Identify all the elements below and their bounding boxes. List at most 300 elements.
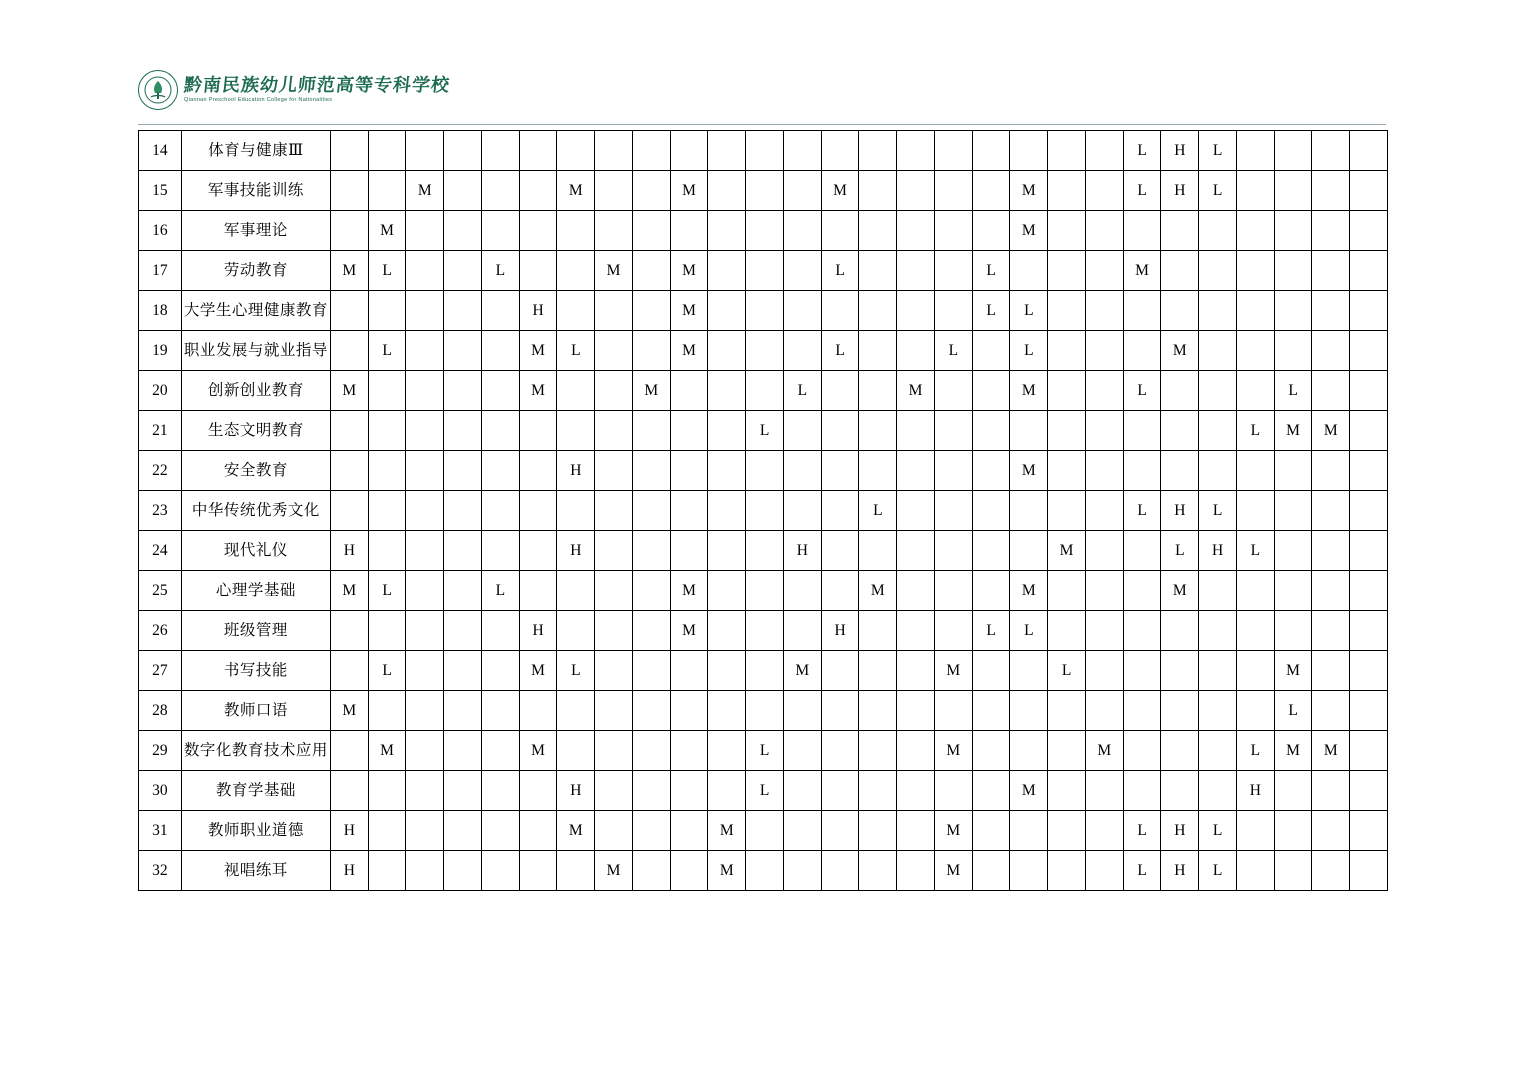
matrix-cell [1048, 811, 1086, 851]
matrix-cell [1312, 611, 1350, 651]
matrix-cell [519, 491, 557, 531]
matrix-cell [368, 451, 406, 491]
matrix-cell: M [821, 171, 859, 211]
matrix-cell [783, 691, 821, 731]
matrix-cell [859, 131, 897, 171]
matrix-cell [1274, 131, 1312, 171]
matrix-cell [406, 131, 444, 171]
matrix-cell: M [557, 811, 595, 851]
matrix-cell [481, 611, 519, 651]
matrix-cell [708, 771, 746, 811]
matrix-cell [821, 491, 859, 531]
matrix-cell: L [1123, 131, 1161, 171]
course-name: 安全教育 [181, 451, 330, 491]
matrix-cell [444, 731, 482, 771]
matrix-cell [859, 691, 897, 731]
matrix-cell: L [1161, 531, 1199, 571]
matrix-cell [746, 571, 784, 611]
matrix-cell [330, 131, 368, 171]
matrix-cell [1010, 651, 1048, 691]
matrix-cell [783, 331, 821, 371]
matrix-cell [1085, 171, 1123, 211]
matrix-cell [1010, 491, 1048, 531]
row-index: 15 [139, 171, 182, 211]
matrix-cell [330, 331, 368, 371]
matrix-cell [821, 211, 859, 251]
matrix-cell: M [1010, 451, 1048, 491]
matrix-cell [1048, 611, 1086, 651]
matrix-cell [708, 251, 746, 291]
matrix-cell [481, 851, 519, 891]
matrix-cell: L [368, 251, 406, 291]
matrix-cell [1350, 731, 1388, 771]
matrix-cell [595, 211, 633, 251]
matrix-cell [708, 451, 746, 491]
matrix-cell [1085, 531, 1123, 571]
matrix-cell [368, 531, 406, 571]
matrix-cell: M [1161, 571, 1199, 611]
matrix-cell [557, 851, 595, 891]
matrix-cell [1312, 491, 1350, 531]
matrix-cell [1161, 691, 1199, 731]
matrix-cell: M [934, 851, 972, 891]
matrix-cell [1236, 331, 1274, 371]
matrix-cell [783, 411, 821, 451]
matrix-cell: M [670, 171, 708, 211]
matrix-cell [670, 411, 708, 451]
matrix-cell [783, 451, 821, 491]
matrix-cell: M [595, 851, 633, 891]
matrix-cell [1274, 291, 1312, 331]
matrix-cell: L [859, 491, 897, 531]
matrix-cell [519, 171, 557, 211]
table-row [139, 531, 1388, 571]
matrix-cell [859, 851, 897, 891]
matrix-cell: M [1048, 531, 1086, 571]
matrix-cell [632, 531, 670, 571]
matrix-cell [481, 691, 519, 731]
matrix-cell [821, 691, 859, 731]
matrix-cell [670, 371, 708, 411]
matrix-cell [1048, 371, 1086, 411]
matrix-cell: M [897, 371, 935, 411]
row-index: 19 [139, 331, 182, 371]
matrix-cell: L [1199, 811, 1237, 851]
matrix-cell [481, 371, 519, 411]
matrix-cell: M [934, 811, 972, 851]
matrix-cell [557, 131, 595, 171]
matrix-cell: L [368, 331, 406, 371]
table-row [139, 211, 1388, 251]
matrix-cell [595, 731, 633, 771]
matrix-cell [934, 131, 972, 171]
row-index: 31 [139, 811, 182, 851]
matrix-cell [783, 251, 821, 291]
matrix-cell [330, 171, 368, 211]
matrix-cell [1123, 411, 1161, 451]
matrix-cell [330, 411, 368, 451]
matrix-cell: L [972, 251, 1010, 291]
matrix-cell [972, 731, 1010, 771]
course-name: 班级管理 [181, 611, 330, 651]
course-name: 数字化教育技术应用 [181, 731, 330, 771]
table-row [139, 411, 1388, 451]
matrix-cell [1199, 371, 1237, 411]
matrix-cell [444, 771, 482, 811]
matrix-cell [632, 611, 670, 651]
matrix-cell: M [368, 731, 406, 771]
matrix-cell [708, 491, 746, 531]
matrix-cell [1312, 691, 1350, 731]
matrix-cell: M [632, 371, 670, 411]
matrix-cell [859, 771, 897, 811]
row-index: 23 [139, 491, 182, 531]
matrix-cell [1312, 811, 1350, 851]
matrix-cell [595, 331, 633, 371]
row-index: 28 [139, 691, 182, 731]
matrix-cell [1199, 331, 1237, 371]
matrix-cell: L [481, 251, 519, 291]
matrix-cell: L [934, 331, 972, 371]
matrix-cell: H [557, 531, 595, 571]
school-name-cn: 黔南民族幼儿师范高等专科学校 [182, 75, 452, 96]
matrix-cell: L [746, 411, 784, 451]
matrix-cell [595, 651, 633, 691]
matrix-cell [746, 211, 784, 251]
matrix-cell [1199, 731, 1237, 771]
matrix-cell [670, 771, 708, 811]
matrix-cell: M [1010, 211, 1048, 251]
matrix-cell: L [1199, 131, 1237, 171]
matrix-cell [406, 651, 444, 691]
matrix-cell: L [368, 651, 406, 691]
matrix-cell [595, 451, 633, 491]
matrix-cell [670, 691, 708, 731]
matrix-cell: L [1236, 731, 1274, 771]
table-row [139, 251, 1388, 291]
matrix-cell [519, 691, 557, 731]
matrix-body [139, 131, 1388, 891]
matrix-cell: M [519, 731, 557, 771]
matrix-cell [481, 131, 519, 171]
matrix-cell [972, 411, 1010, 451]
matrix-cell [1161, 251, 1199, 291]
matrix-cell [481, 491, 519, 531]
matrix-cell [670, 851, 708, 891]
row-index: 17 [139, 251, 182, 291]
matrix-cell: M [934, 651, 972, 691]
matrix-cell [1312, 291, 1350, 331]
matrix-cell: L [821, 251, 859, 291]
matrix-cell [1123, 451, 1161, 491]
matrix-cell [934, 451, 972, 491]
matrix-cell: H [519, 291, 557, 331]
matrix-cell [1199, 251, 1237, 291]
course-name: 心理学基础 [181, 571, 330, 611]
matrix-cell [557, 611, 595, 651]
matrix-cell [368, 171, 406, 211]
matrix-cell [708, 291, 746, 331]
matrix-cell [1048, 171, 1086, 211]
matrix-cell [972, 171, 1010, 211]
matrix-cell [1161, 451, 1199, 491]
matrix-cell [1010, 411, 1048, 451]
row-index: 21 [139, 411, 182, 451]
matrix-cell [897, 131, 935, 171]
matrix-cell: M [406, 171, 444, 211]
matrix-cell [859, 371, 897, 411]
matrix-cell: L [1199, 851, 1237, 891]
matrix-cell: M [1312, 411, 1350, 451]
matrix-cell [481, 411, 519, 451]
matrix-cell [708, 651, 746, 691]
matrix-cell [632, 331, 670, 371]
matrix-cell [1048, 411, 1086, 451]
matrix-cell [1048, 771, 1086, 811]
matrix-cell [519, 251, 557, 291]
matrix-cell [406, 851, 444, 891]
matrix-cell: H [519, 611, 557, 651]
matrix-cell [708, 531, 746, 571]
matrix-cell [934, 291, 972, 331]
matrix-cell [406, 571, 444, 611]
matrix-cell [1312, 171, 1350, 211]
matrix-cell [632, 811, 670, 851]
matrix-cell: M [708, 811, 746, 851]
matrix-cell [1350, 331, 1388, 371]
matrix-cell [632, 571, 670, 611]
matrix-cell [444, 371, 482, 411]
matrix-cell [897, 531, 935, 571]
matrix-cell [1236, 691, 1274, 731]
matrix-cell [406, 731, 444, 771]
matrix-cell: M [670, 331, 708, 371]
matrix-cell: M [557, 171, 595, 211]
matrix-cell [897, 611, 935, 651]
matrix-cell [368, 491, 406, 531]
matrix-cell: H [330, 811, 368, 851]
matrix-cell [972, 491, 1010, 531]
matrix-cell [1085, 491, 1123, 531]
course-name: 教师口语 [181, 691, 330, 731]
matrix-cell [1123, 771, 1161, 811]
matrix-cell [859, 811, 897, 851]
table-row [139, 451, 1388, 491]
matrix-cell [481, 731, 519, 771]
matrix-cell [1274, 171, 1312, 211]
matrix-cell: M [1123, 251, 1161, 291]
matrix-cell [934, 251, 972, 291]
table-row [139, 691, 1388, 731]
matrix-cell [1123, 331, 1161, 371]
matrix-cell [746, 131, 784, 171]
matrix-cell [1085, 131, 1123, 171]
matrix-cell [934, 171, 972, 211]
matrix-cell [1312, 371, 1350, 411]
matrix-cell [595, 771, 633, 811]
matrix-cell [1350, 411, 1388, 451]
matrix-cell [444, 851, 482, 891]
table-row [139, 491, 1388, 531]
matrix-cell [1350, 811, 1388, 851]
matrix-cell [708, 131, 746, 171]
matrix-cell [708, 571, 746, 611]
matrix-cell: M [1010, 571, 1048, 611]
matrix-cell [821, 531, 859, 571]
matrix-cell: H [1161, 491, 1199, 531]
matrix-cell [368, 851, 406, 891]
matrix-cell [670, 651, 708, 691]
matrix-cell [1199, 211, 1237, 251]
row-index: 26 [139, 611, 182, 651]
matrix-cell [557, 491, 595, 531]
matrix-cell [1161, 291, 1199, 331]
matrix-cell [670, 731, 708, 771]
matrix-cell [1048, 571, 1086, 611]
row-index: 20 [139, 371, 182, 411]
matrix-cell [1010, 251, 1048, 291]
table-row [139, 851, 1388, 891]
matrix-cell [1274, 251, 1312, 291]
matrix-cell: M [330, 371, 368, 411]
matrix-cell [746, 491, 784, 531]
matrix-cell [746, 291, 784, 331]
row-index: 30 [139, 771, 182, 811]
matrix-cell [897, 251, 935, 291]
matrix-cell [1123, 651, 1161, 691]
matrix-cell [746, 251, 784, 291]
matrix-cell [972, 451, 1010, 491]
matrix-cell [1161, 411, 1199, 451]
matrix-cell: M [708, 851, 746, 891]
matrix-cell [1123, 211, 1161, 251]
matrix-cell [330, 731, 368, 771]
matrix-cell [1236, 651, 1274, 691]
course-name: 教师职业道德 [181, 811, 330, 851]
matrix-cell [1236, 571, 1274, 611]
matrix-cell: L [1123, 811, 1161, 851]
matrix-cell [557, 411, 595, 451]
matrix-cell [1350, 171, 1388, 211]
matrix-cell [1048, 491, 1086, 531]
matrix-cell [897, 291, 935, 331]
matrix-cell [481, 531, 519, 571]
matrix-cell [1085, 251, 1123, 291]
matrix-cell: H [1236, 771, 1274, 811]
matrix-cell: L [1274, 691, 1312, 731]
matrix-cell [1350, 691, 1388, 731]
course-name: 劳动教育 [181, 251, 330, 291]
matrix-cell [821, 131, 859, 171]
matrix-cell [1274, 851, 1312, 891]
matrix-cell: L [557, 331, 595, 371]
matrix-cell: M [670, 291, 708, 331]
matrix-cell: H [821, 611, 859, 651]
matrix-cell [444, 171, 482, 211]
matrix-cell [1161, 611, 1199, 651]
matrix-cell [632, 411, 670, 451]
course-name: 中华传统优秀文化 [181, 491, 330, 531]
matrix-cell: M [1085, 731, 1123, 771]
course-name: 书写技能 [181, 651, 330, 691]
matrix-cell [1274, 811, 1312, 851]
matrix-cell [632, 291, 670, 331]
matrix-cell [1274, 211, 1312, 251]
document-header [138, 70, 1386, 125]
matrix-cell [821, 651, 859, 691]
matrix-cell: L [1010, 291, 1048, 331]
matrix-cell [1085, 451, 1123, 491]
matrix-cell: H [783, 531, 821, 571]
matrix-cell [897, 571, 935, 611]
matrix-cell [557, 571, 595, 611]
matrix-cell [1350, 611, 1388, 651]
row-index: 14 [139, 131, 182, 171]
matrix-cell [481, 211, 519, 251]
matrix-cell [972, 331, 1010, 371]
matrix-cell [1048, 131, 1086, 171]
matrix-cell [368, 411, 406, 451]
matrix-cell [934, 571, 972, 611]
matrix-cell [519, 451, 557, 491]
course-name: 军事技能训练 [181, 171, 330, 211]
matrix-cell [934, 491, 972, 531]
matrix-cell [368, 811, 406, 851]
matrix-cell [859, 731, 897, 771]
matrix-cell [821, 771, 859, 811]
matrix-cell: L [746, 771, 784, 811]
matrix-cell: M [934, 731, 972, 771]
matrix-cell [1236, 131, 1274, 171]
matrix-cell [481, 171, 519, 211]
matrix-cell [1274, 491, 1312, 531]
matrix-cell [330, 771, 368, 811]
table-row [139, 331, 1388, 371]
course-name: 创新创业教育 [181, 371, 330, 411]
matrix-cell [708, 171, 746, 211]
matrix-cell: H [1161, 811, 1199, 851]
matrix-cell [783, 491, 821, 531]
matrix-cell [1161, 371, 1199, 411]
matrix-cell [481, 651, 519, 691]
matrix-cell: L [1123, 851, 1161, 891]
matrix-cell [783, 771, 821, 811]
row-index: 32 [139, 851, 182, 891]
matrix-cell [1199, 651, 1237, 691]
matrix-cell [1236, 211, 1274, 251]
matrix-cell [972, 571, 1010, 611]
matrix-cell [1274, 611, 1312, 651]
matrix-cell [1123, 731, 1161, 771]
matrix-cell [1350, 211, 1388, 251]
matrix-cell [519, 211, 557, 251]
matrix-cell [368, 371, 406, 411]
matrix-cell [632, 171, 670, 211]
matrix-cell [1085, 811, 1123, 851]
matrix-cell [1312, 251, 1350, 291]
matrix-cell [1274, 451, 1312, 491]
matrix-cell [746, 371, 784, 411]
matrix-cell [1085, 211, 1123, 251]
matrix-cell [444, 691, 482, 731]
table-row [139, 131, 1388, 171]
matrix-cell [821, 571, 859, 611]
course-name: 职业发展与就业指导 [181, 331, 330, 371]
matrix-cell [708, 411, 746, 451]
matrix-cell [368, 131, 406, 171]
matrix-cell [897, 811, 935, 851]
matrix-cell [708, 691, 746, 731]
